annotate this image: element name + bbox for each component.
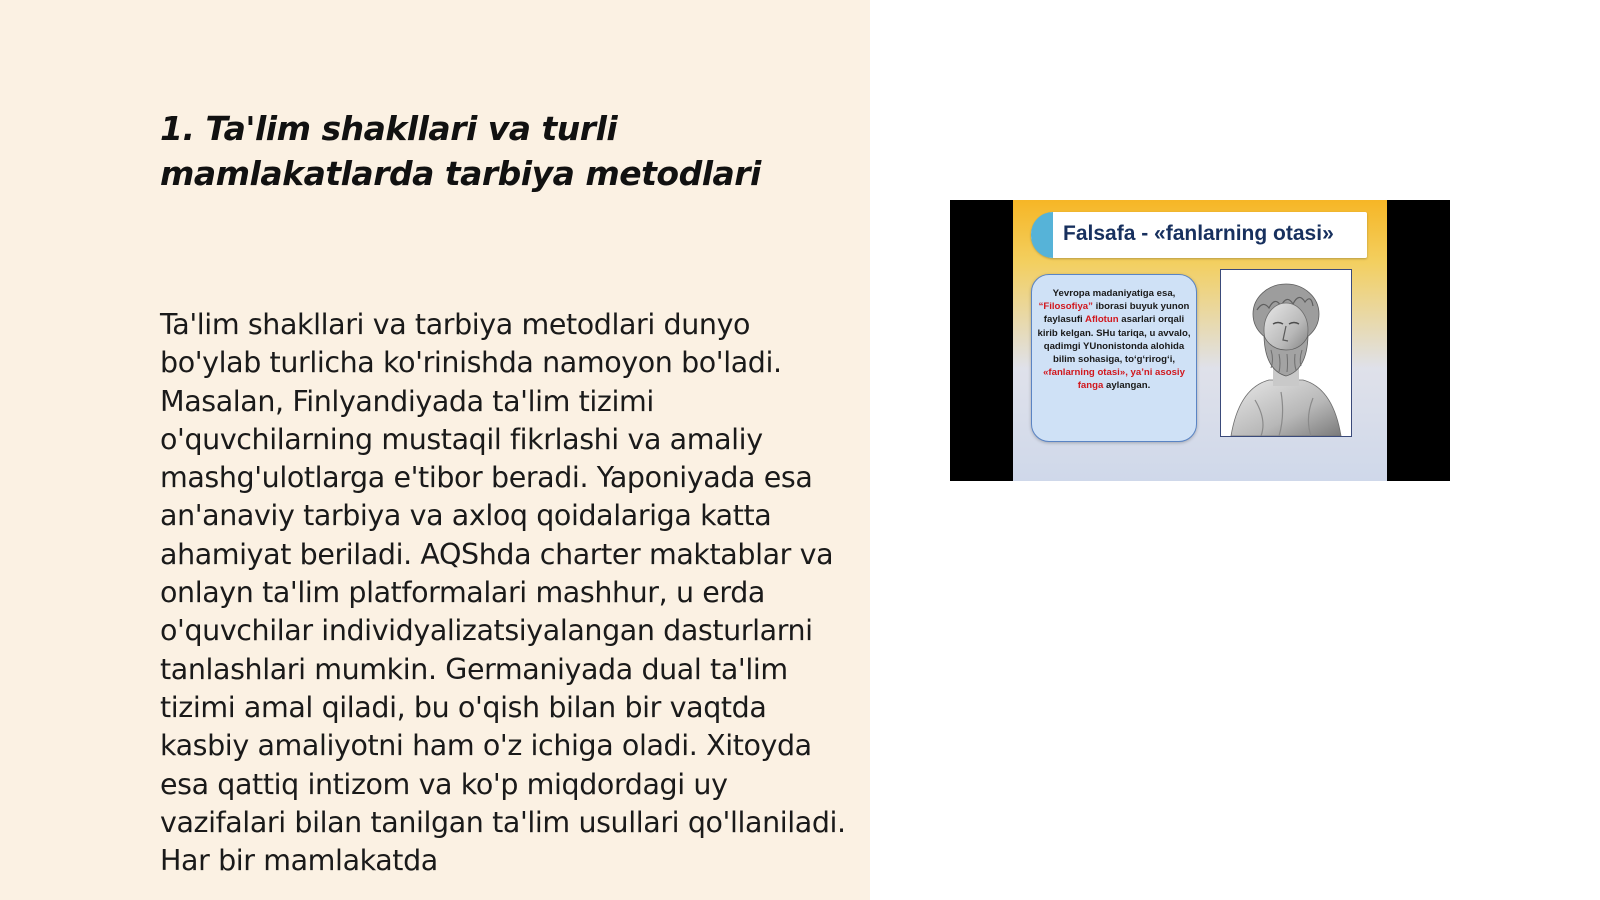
- inner-text-part: Yevropa madaniyatiga esa,: [1052, 288, 1176, 299]
- inner-slide: [1013, 200, 1387, 481]
- inner-text-highlight: , ya’ni asosiy: [1125, 367, 1185, 379]
- inner-slide-title: Falsafa - «fanlarning otasi»: [1063, 222, 1334, 245]
- inner-text-part: iborasi buyuk yunon faylasufi: [1043, 301, 1190, 326]
- embedded-image: [950, 200, 1450, 481]
- inner-text-highlight: «fanlarning otasi»: [1043, 367, 1126, 379]
- inner-text-part: aylangan.: [1103, 380, 1151, 392]
- slide-body-text: Ta'lim shakllari va tarbiya metodlari dunyo bo'ylab turlicha ko'rinishda namoyon bo'ladi. Masalan, Finlyandiyada ta'lim tizimi o'quvchilarning mustaqil fikrlashi va amaliy mashg'ulotlarga e'tibor beradi. Yaponiyada esa an'anaviy tarbiya va axloq qoidalariga katta ahamiyat beriladi. AQShda charter maktablar va onlayn ta'lim platformalari mashhur, u erda o'quvchilar individyalizatsiyalangan dasturlarni tanlashlari mumkin. Germaniyada dual ta'lim tizimi amal qiladi, bu o'qish bilan bir vaqtda kasbiy amaliyotni ham o'z ichiga oladi. Xitoyda esa qattiq intizom va ko'p miqdordagi uy vazifalari bilan tanilgan ta'lim usullari qo'llaniladi. Har bir mamlakatda: [160, 308, 846, 878]
- inner-text-paragraph: [1037, 287, 1191, 393]
- inner-text-highlight: fanga: [1077, 380, 1104, 392]
- inner-text-highlight: Aflotun: [1085, 314, 1119, 326]
- bust-illustration: [1221, 270, 1351, 436]
- slide-title: 1. Ta'lim shakllari va turli mamlakatlarda tarbiya metodlari: [160, 109, 761, 193]
- inner-text-box: [1031, 274, 1197, 442]
- inner-title-box: [1031, 212, 1367, 258]
- inner-text-highlight: “Filosofiya”: [1038, 301, 1093, 313]
- inner-text-part: asarlari orqali kirib kelgan. SHu tariqa, u avvalo, qadimgi YUnonistonda alohida bilim sohasiga, to‘g‘rirog‘i,: [1037, 314, 1191, 366]
- philosopher-portrait: [1220, 269, 1352, 437]
- title-accent-shape: [1031, 212, 1053, 258]
